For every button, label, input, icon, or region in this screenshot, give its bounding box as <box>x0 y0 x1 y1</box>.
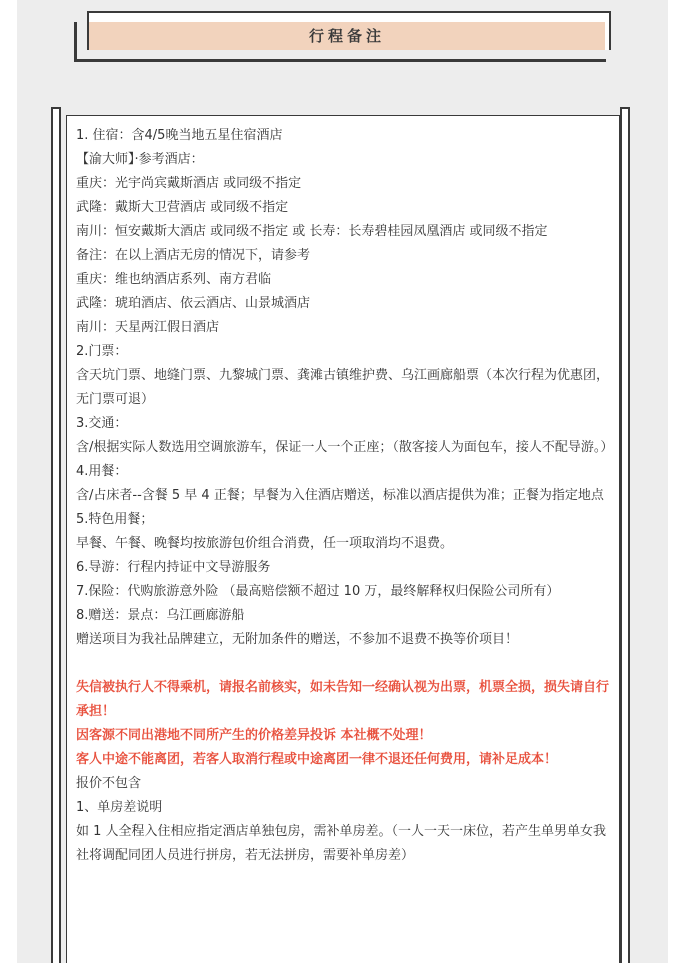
note-line: 武隆：戴斯大卫营酒店 或同级不指定 <box>76 200 289 215</box>
blank-line <box>76 652 611 676</box>
note-line: 8.赠送：景点：乌江画廊游船 <box>76 608 245 623</box>
note-line: 4.用餐： <box>76 464 128 479</box>
notes-text <box>76 124 614 868</box>
warning-line: 客人中途不能离团，若客人取消行程或中途离团一律不退还任何费用，请补足成本！ <box>76 752 558 767</box>
note-line: 如 1 人全程入住相应指定酒店单独包房，需补单房差。（一人一天一床位，若产生单男单女我社将调配同团人员进行拼房，若无法拼房，需要补单房差） <box>76 824 607 863</box>
note-line: 1、单房差说明 <box>76 800 163 815</box>
note-line: 1. 住宿：含4/5晚当地五星住宿酒店 <box>76 128 283 143</box>
note-line: 【渝大师】·参考酒店： <box>76 152 204 167</box>
note-line: 7.保险：代购旅游意外险 （最高赔偿额不超过 10 万，最终解释权归保险公司所有） <box>76 584 560 599</box>
note-line: 武隆：琥珀酒店、依云酒店、山景城酒店 <box>76 296 311 311</box>
note-line: 6.导游：行程内持证中文导游服务 <box>76 560 271 575</box>
frame-right-rail <box>620 107 630 963</box>
note-line: 重庆：维也纳酒店系列、南方君临 <box>76 272 272 287</box>
note-line: 南川：恒安戴斯大酒店 或同级不指定 或 长寿：长寿碧桂园凤凰酒店 或同级不指定 <box>76 224 548 239</box>
note-line: 含天坑门票、地缝门票、九黎城门票、龚滩古镇维护费、乌江画廊船票（本次行程为优惠团，无门票可退） <box>76 368 610 407</box>
note-line: 南川：天星两江假日酒店 <box>76 320 220 335</box>
note-line: 含/根据实际人数选用空调旅游车，保证一人一个正座；（散客接人为面包车，接人不配导游。） <box>76 440 614 455</box>
note-line: 报价不包含 <box>76 776 142 791</box>
note-line: 备注：在以上酒店无房的情况下，请参考 <box>76 248 311 263</box>
note-line: 重庆：光宇尚宾戴斯酒店 或同级不指定 <box>76 176 302 191</box>
note-line: 赠送项目为我社品牌建立，无附加条件的赠送，不参加不退费不换等价项目！ <box>76 632 519 647</box>
note-line: 含/占床者--含餐 5 早 4 正餐；早餐为入住酒店赠送，标准以酒店提供为准；正餐为指定地点5.特色用餐； <box>76 488 604 527</box>
warning-line: 失信被执行人不得乘机，请报名前核实，如未告知一经确认视为出票，机票全损，损失请自行承担！ <box>76 680 610 719</box>
frame-left-rail <box>51 107 61 963</box>
note-line: 2.门票： <box>76 344 128 359</box>
note-line: 3.交通： <box>76 416 128 431</box>
warning-line: 因客源不同出港地不同所产生的价格差异投诉 本社概不处理！ <box>76 728 432 743</box>
section-title: 行程备注 <box>308 27 385 45</box>
note-line: 早餐、午餐、晚餐均按旅游包价组合消费，任一项取消均不退费。 <box>76 536 454 551</box>
